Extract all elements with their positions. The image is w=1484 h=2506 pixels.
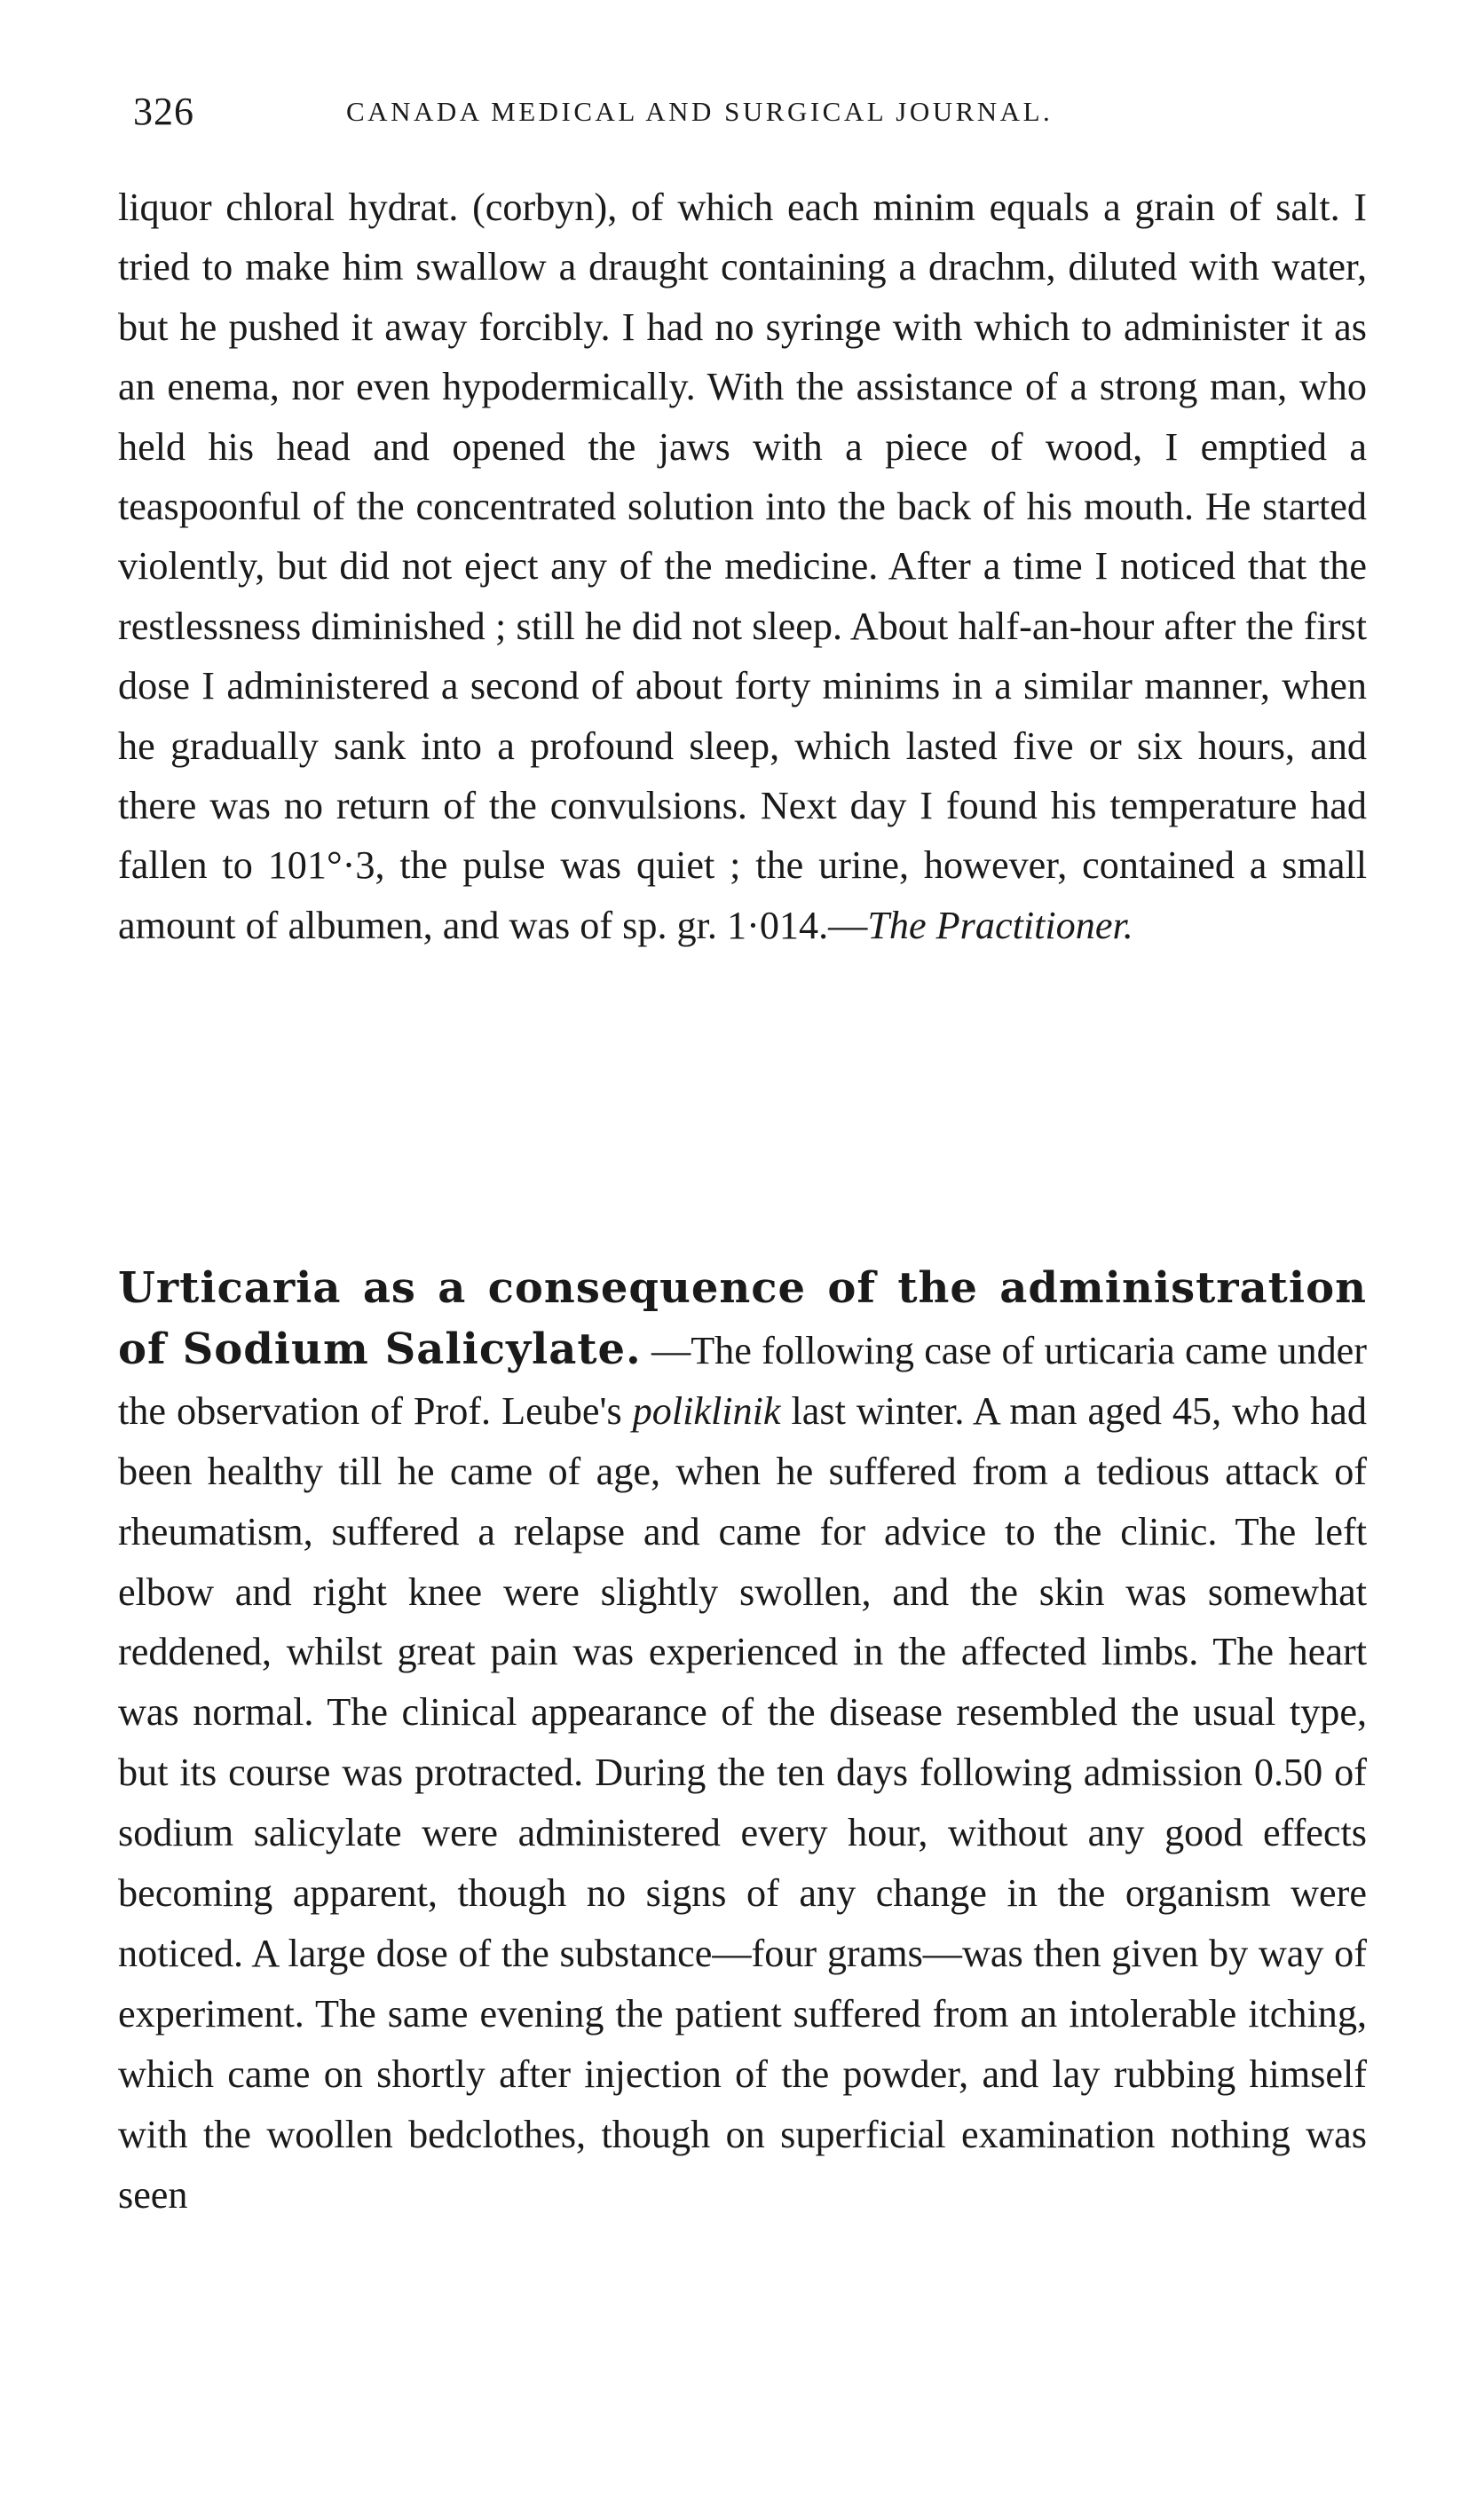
page-number: 326 [133, 90, 194, 133]
article-text [118, 1259, 1367, 2225]
continuation-text [118, 178, 1367, 955]
page-header [133, 89, 1349, 142]
article-body-part2: last winter. A man aged 45, who had been healthy till he came of age, when he suffered from a tedious attack of rheumatism, suffered a relapse and came for advice to the clinic. The left elbow and right knee were slightly swollen, and the skin was somewhat reddened, whilst great pain was experienced in the affected limbs. The heart was normal. The clinical appearance of the disease resembled the usual type, but its course was protracted. During the ten days following admission 0.50 of sodium salicylate were administered every hour, without any good effects becoming apparent, though no signs of any change in the organism were noticed. A large dose of the substance—four grams—was then given by way of experiment. The same evening the patient suffered from an intolerable itching, which came on shortly after injection of the powder, and lay rubbing himself with the woollen bedclothes, though on superficial examination nothing was seen [118, 1388, 1368, 2217]
running-title: CANADA MEDICAL AND SURGICAL JOURNAL. [346, 96, 1054, 127]
article-paragraph [118, 1259, 1367, 2225]
article-heading: Urticaria as a consequence of the administration of Sodium Salicylate. [118, 1263, 1367, 1374]
article-body-part1: The following case of urticaria came under the observation of Prof. Leube's [118, 1328, 1368, 1433]
continuation-body: liquor chloral hydrat. (corbyn), of which each minim equals a grain of salt. I tried to make him swallow a draught containing a drachm, diluted with water, but he pushed it away forcibly. I had no syringe with which to administer it as an enema, nor even hypodermically. With the assistance of a strong man, who held his head and opened the jaws with a piece of wood, I emptied a teaspoonful of the concentrated solution into the back of his mouth. He started violently, but did not eject any of the medicine. After a time I noticed that the restlessness diminished ; still he did not sleep. About half-an-hour after the first dose I administered a second of about forty minims in a similar manner, when he gradually sank into a profound sleep, which lasted five or six hours, and there was no return of the convulsions. Next day I found his temperature had fallen to 101°·3, the pulse was quiet ; the urine, however, contained a small amount of albumen, and was of sp. gr. 1·014.— [118, 186, 1367, 947]
continuation-paragraph [118, 178, 1367, 955]
citation-source: The Practitioner. [867, 903, 1133, 947]
heading-dash: — [641, 1328, 691, 1372]
italic-term: poliklinik [632, 1388, 781, 1433]
